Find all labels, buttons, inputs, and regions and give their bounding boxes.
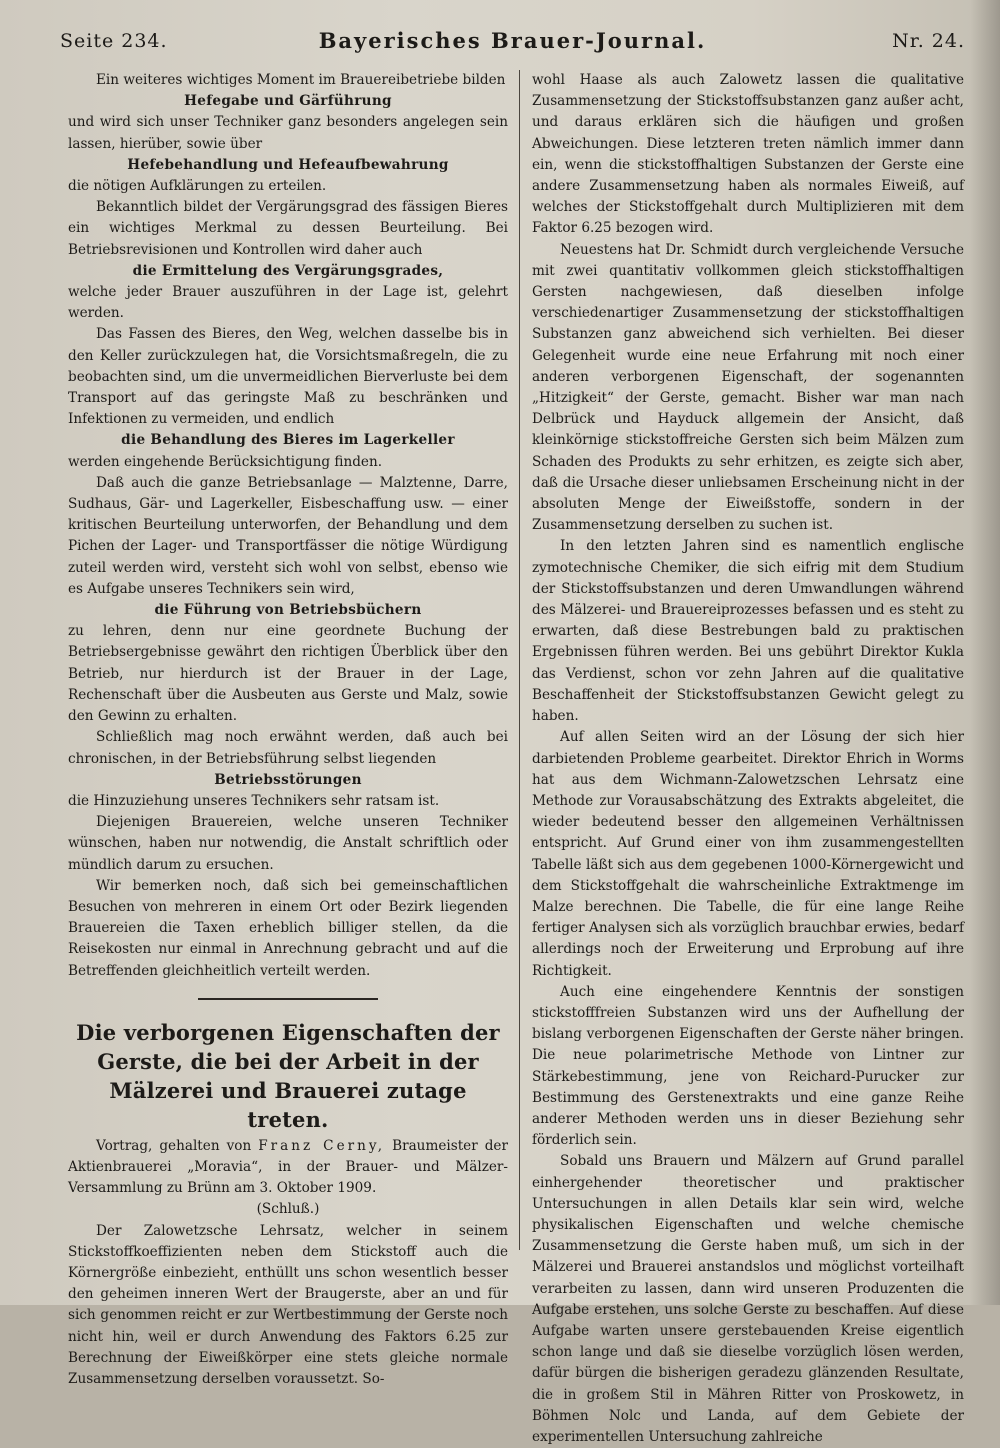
issue-number: Nr. 24. — [892, 30, 965, 52]
paragraph: und wird sich unser Techniker ganz besonders angelegen sein lassen, hierüber, sowie über — [68, 114, 508, 152]
left-column — [68, 70, 508, 1390]
page-edge-shadow — [970, 0, 1000, 1305]
subheading: Hefebehandlung und Hefeaufbewahrung — [127, 156, 449, 173]
section-rule — [198, 998, 378, 1000]
journal-title: Bayerisches Brauer-Journal. — [318, 28, 707, 53]
subheading: die Behandlung des Bieres im Lagerkeller — [121, 432, 455, 449]
paragraph: Sobald uns Brauern und Mälzern auf Grund parallel einhergehender theoretischer und praktischer Untersuchungen in allen Details klar sein wird, welche physikalischen Eigenschaften und welche chemische Zusammensetzung die Gerste haben muß, um sich in der Mälzerei und Brauerei anstandslos und möglichst vorteilhaft verarbeiten zu lassen, dann wird unseren Produzenten die Aufgabe erstehen, uns solche Gerste zu beschaffen. Auf diese Aufgabe warten unsere gerstebauenden Kreise eigentlich schon lange und daß sie dieselbe vorzüglich lösen werden, dafür bürgen die bisherigen geradezu glänzenden Resultate, die in großem Stil in Mähren Ritter von Proskowetz, in Böhmen Nolc und Landa, auf dem Gebiete der experimentellen Untersuchung zahlreiche — [532, 1153, 964, 1445]
subheading: Betriebsstörungen — [214, 771, 362, 788]
paragraph: die nötigen Aufklärungen zu erteilen. — [68, 178, 327, 195]
paragraph: Das Fassen des Bieres, den Weg, welchen dasselbe bis in den Keller zurückzulegen hat, die Vorsichtsmaßregeln, die zu beobachten sind, um die unvermeidlichen Bierverluste bei dem Transport auf das geringste Maß zu beschränken und Infektionen zu vermeiden, und endlich — [68, 326, 508, 428]
author-name: Franz Cerny, — [258, 1137, 386, 1154]
paragraph: Auf allen Seiten wird an der Lösung der sich hier darbietenden Probleme gearbeitet. Direktor Ehrich in Worms hat aus dem Wichmann-Zalowetzschen Lehrsatz eine Methode zur Vorausabschätzung des Extrakts abgeleitet, die wieder bedeutend besser den allgemeinen Verhältnissen entspricht. Auf Grund einer von ihm zusammengestellten Tabelle läßt sich aus dem gegebenen 1000-Körnergewicht und dem Stickstoffgehalt die wahrscheinliche Extraktmenge im Malze berechnen. Die Tabelle, die für eine lange Reihe fertiger Analysen sich als vorzüglich brauchbar erwies, bedarf allerdings noch der Erweiterung und Erprobung auf ihre Richtigkeit. — [532, 729, 964, 979]
lecture-intro: Vortrag, gehalten von — [96, 1137, 252, 1154]
lecture-details: Braumeister der Aktienbrauerei „Moravia“, in der Brauer- und Mälzer-Versammlung zu Brünn am 3. Oktober 1909. — [68, 1137, 508, 1197]
article-title: Die verborgenen Eigenschaften der Gerste, die bei der Arbeit in der Mälzerei und Brauerei zutage treten. — [76, 1019, 500, 1132]
page-number: Seite 234. — [60, 30, 168, 52]
paragraph: zu lehren, denn nur eine geordnete Buchung der Betriebsergebnisse gewährt den richtigen Überblick über den Betrieb, nur hierdurch ist der Brauer in der Lage, Rechenschaft über die Ausbeuten aus Gerste und Malz, sowie den Gewinn zu erhalten. — [68, 623, 508, 725]
paragraph: Daß auch die ganze Betriebsanlage — Malztenne, Darre, Sudhaus, Gär- und Lagerkeller, Eisbeschaffung usw. — einer kritischen Beurteilung unterworfen, der Behandlung und dem Pichen der Lager- und Transportfässer die nötige Würdigung zuteil werden wird, versteht sich wohl von selbst, ebenso wie es Aufgabe unseres Technikers sein wird, — [68, 474, 508, 597]
column-divider — [519, 70, 520, 1250]
page-header — [60, 30, 965, 60]
paragraph: Der Zalowetzsche Lehrsatz, welcher in seinem Stickstoffkoeffizienten neben dem Stickstoff auch die Körnergröße einbezieht, enthüllt uns schon wesentlich besser den geheimen inneren Wert der Braugerste, aber an und für sich genommen reicht er zur Wertbestimmung der Gerste noch nicht hin, weil er durch Anwendung des Faktors 6.25 zur Berechnung der Eiweißkörper eine stets gleiche normale Zusammensetzung derselben voraussetzt. So- — [68, 1222, 508, 1387]
paragraph: Neuestens hat Dr. Schmidt durch vergleichende Versuche mit zwei quantitativ vollkommen gleich stickstoffhaltigen Gersten nachgewiesen, daß dieselben infolge verschiedenartiger Zusammensetzung der stickstoffhaltigen Substanzen ganz abweichend sich verhielten. Bei dieser Gelegenheit wurde eine neue Erfahrung mit noch einer anderen verborgenen Eigenschaft, der sogenannten „Hitzigkeit“ der Gerste, gemacht. Bisher war man nach Delbrück und Hayduck allgemein der Ansicht, daß kleinkörnige stickstoffreiche Gersten sich beim Mälzen zum Schaden des Produkts zu sehr erhitzen, es zeigte sich aber, daß die Ursache dieser unliebsamen Erscheinung nicht in der absoluten Menge der Eiweißstoffe, sondern in der Zusammensetzung derselben zu suchen ist. — [532, 241, 964, 534]
subheading: die Führung von Betriebsbüchern — [154, 602, 422, 619]
paragraph: die Hinzuziehung unseres Technikers sehr ratsam ist. — [68, 792, 440, 809]
paragraph: Wir bemerken noch, daß sich bei gemeinschaftlichen Besuchen von mehreren in einem Ort oder Bezirk liegenden Brauereien die Taxen erheblich billiger stellen, da die Reisekosten nur einmal in Anrechnung gebracht und auf die Betreffenden gleichheitlich verteilt werden. — [68, 877, 508, 979]
paragraph: werden eingehende Berücksichtigung finden. — [68, 453, 383, 470]
conclusion-note: (Schluß.) — [256, 1201, 320, 1218]
paragraph: Bekanntlich bildet der Vergärungsgrad des fässigen Bieres ein wichtiges Merkmal zu dessen Beurteilung. Bei Betriebsrevisionen und Kontrollen wird daher auch — [68, 199, 508, 258]
paragraph: Ein weiteres wichtiges Moment im Brauereibetriebe bilden — [96, 72, 506, 88]
paragraph: In den letzten Jahren sind es namentlich englische zymotechnische Chemiker, die sich eifrig mit dem Studium der Stickstoffsubstanzen und deren Umwandlungen während des Mälzerei- und Brauereiprozesses befassen und es steht zu erwarten, daß diese Bestrebungen bald zu praktischen Ergebnissen führen werden. Bei uns gebührt Direktor Kukla das Verdienst, schon vor zehn Jahren auf die qualitative Beschaffenheit der Stickstoffsubstanzen Gewicht gelegt zu haben. — [532, 538, 964, 725]
right-column — [532, 70, 964, 1448]
paragraph: welche jeder Brauer auszuführen in der Lage ist, gelehrt werden. — [68, 284, 508, 322]
paragraph: wohl Haase als auch Zalowetz lassen die qualitative Zusammensetzung der Stickstoffsubstanzen ganz außer acht, und daraus erklären sich die häufigen und großen Abweichungen. Diese letzteren treten nämlich immer dann ein, wenn die stickstoffhaltigen Substanzen der Gerste eine andere Zusammensetzung haben als normales Eiweiß, auf welches der Stickstoffgehalt durch Multiplizieren mit dem Faktor 6.25 bezogen wird. — [532, 72, 964, 237]
paragraph: Diejenigen Brauereien, welche unseren Techniker wünschen, haben nur notwendig, die Anstalt schriftlich oder mündlich darum zu ersuchen. — [68, 814, 508, 873]
lecture-byline — [68, 1136, 508, 1200]
paragraph: Schließlich mag noch erwähnt werden, daß auch bei chronischen, in der Betriebsführung selbst liegenden — [68, 729, 508, 767]
paragraph: Auch eine eingehendere Kenntnis der sonstigen stickstofffreien Substanzen wird uns der Aufhellung der bislang verborgenen Eigenschaften der Gerste näher bringen. Die neue polarimetrische Methode von Lintner zur Stärkebestimmung, jene von Reichard-Purucker zur Bestimmung des Gerstenextrakts und eine ganze Reihe anderer Methoden werden uns in dieser Beziehung sehr förderlich sein. — [532, 983, 964, 1149]
subheading: die Ermittelung des Vergärungsgrades, — [132, 262, 444, 279]
subheading: Hefegabe und Gärführung — [184, 93, 392, 110]
